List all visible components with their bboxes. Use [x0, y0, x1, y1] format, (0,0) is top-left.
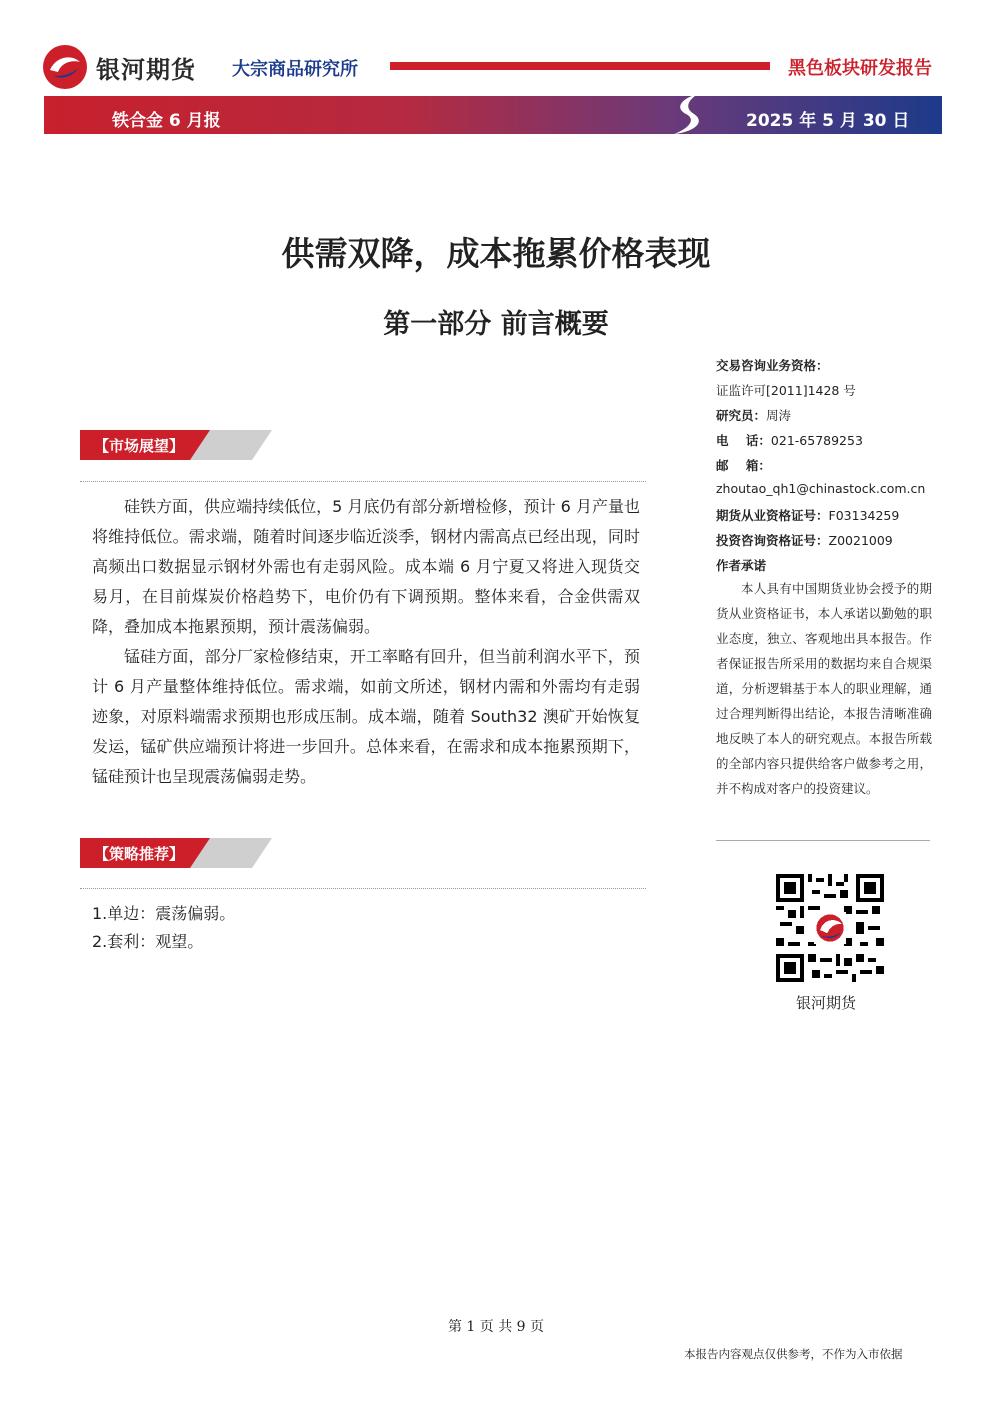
page-number: 第 1 页 共 9 页 [447, 1319, 545, 1335]
futures-cert-label: 期货从业资格证号： [716, 508, 829, 523]
strategy-item: 2.套利：观望。 [92, 932, 204, 951]
swoosh-icon [668, 92, 708, 136]
brand-name: 银河期货 [96, 56, 196, 84]
report-subject: 铁合金 6 月报 [112, 111, 221, 131]
header-divider [390, 62, 770, 70]
futures-cert-value: F03134259 [828, 508, 900, 523]
report-type: 黑色板块研发报告 [788, 58, 932, 79]
phone-value: 021-65789253 [770, 433, 863, 448]
report-date: 2025 年 5 月 30 日 [746, 111, 910, 131]
qr-code-icon [776, 874, 884, 982]
right-divider [716, 840, 930, 841]
email-value[interactable]: zhoutao_qh1@chinastock.com.cn [716, 481, 926, 496]
institute-name: 大宗商品研究所 [232, 59, 358, 80]
license-value: 证监许可[2011]1428 号 [716, 383, 856, 398]
invest-cert-label: 投资咨询资格证号： [716, 533, 829, 548]
strategy-tag [80, 838, 272, 868]
researcher-label: 研究员： [716, 408, 767, 423]
market-outlook-tag [80, 430, 272, 460]
footer-disclaimer: 本报告内容观点仅供参考，不作为入市依据 [684, 1347, 903, 1361]
qr-caption: 银河期货 [796, 994, 857, 1012]
researcher-name: 周涛 [766, 408, 792, 423]
paragraph-silicomanganese: 锰硅方面，部分厂家检修结束，开工率略有回升，但当前利润水平下，预计 6 月产量整体维持低位。需求端，如前文所述，钢材内需和外需均有走弱迹象，对原料端需求预期也形成压制。成本端，随着 South32 澳矿开始恢复发运，锰矿供应端预计将进一步回升。总体来看，在需求和成本拖累预期下，锰硅预计也呈现震荡偏弱走势。 [92, 647, 640, 786]
dotted-divider [80, 481, 646, 482]
strategy-item: 1.单边：震荡偏弱。 [92, 904, 236, 923]
email-label: 邮 箱： [716, 458, 771, 473]
market-outlook-body [92, 492, 640, 792]
paragraph-ferrosilicon: 硅铁方面，供应端持续低位，5 月底仍有部分新增检修，预计 6 月产量也将维持低位。需求端，随着时间逐步临近淡季，钢材内需高点已经出现，同时高频出口数据显示钢材外需也有走弱风险。成本端 6 月宁夏又将进入现货交易月，在目前煤炭价格趋势下，电价仍有下调预期。整体来看，合金供需双降，叠加成本拖累预期，预计震荡偏弱。 [92, 497, 640, 636]
strategy-label: 【策略推荐】 [94, 845, 185, 863]
pledge-text: 本人具有中国期货业协会授予的期货从业资格证书，本人承诺以勤勉的职业态度，独立、客观地出具本报告。作者保证报告所采用的数据均来自合规渠道，分析逻辑基于本人的职业理解，通过合理判断得出结论，本报告清晰准确地反映了本人的研究观点。本报告所载的全部内容只提供给客户做参考之用，并不构成对客户的投资建议。 [716, 581, 932, 796]
phone-label: 电 话： [716, 433, 771, 448]
license-label: 交易咨询业务资格： [716, 358, 829, 373]
invest-cert-value: Z0021009 [828, 533, 893, 548]
section-title: 第一部分 前言概要 [383, 309, 609, 340]
dotted-divider [80, 888, 646, 889]
company-logo-icon [42, 44, 88, 90]
market-outlook-label: 【市场展望】 [94, 437, 185, 455]
analyst-info [716, 356, 932, 836]
pledge-label: 作者承诺 [716, 558, 767, 573]
page-title: 供需双降，成本拖累价格表现 [281, 234, 711, 273]
